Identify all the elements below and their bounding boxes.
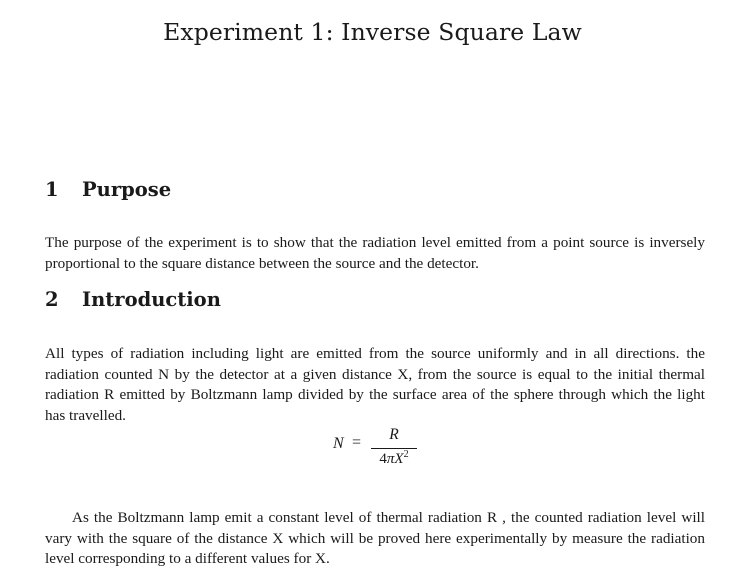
document-title: Experiment 1: Inverse Square Law	[163, 18, 582, 46]
inverse-square-equation	[0, 426, 745, 468]
introduction-paragraph: All types of radiation including light are emitted from the source uniformly and in all directions. the radiation counted N by the detector at a given distance X, from the source is equal to the initial thermal radiation R emitted by Boltzmann lamp divided by the surface area of the sphere through which the light has travelled.	[45, 345, 705, 424]
equation-lhs: N	[333, 435, 344, 452]
section-heading-introduction	[45, 288, 221, 311]
section-number: 2	[45, 288, 59, 311]
purpose-paragraph: The purpose of the experiment is to show that the radiation level emitted from a point source is inversely proportional to the square distance between the source and the detector.	[45, 234, 705, 272]
denominator-pi: π	[386, 451, 395, 467]
conclusion-paragraph: As the Boltzmann lamp emit a constant level of thermal radiation R , the counted radiation level will vary with the square of the distance X which will be proved here experimentally by measure the radiation level corresponding to a different values for X.	[45, 509, 705, 568]
equation-numerator: R	[389, 426, 399, 443]
denominator-coefficient: 4	[379, 451, 387, 467]
section-number: 1	[45, 178, 59, 201]
denominator-exponent: 2	[403, 449, 409, 460]
section-title: Purpose	[82, 178, 172, 201]
equation-equals: =	[352, 434, 362, 451]
denominator-variable: X	[394, 451, 404, 467]
section-heading-purpose	[45, 178, 171, 201]
section-title: Introduction	[82, 288, 221, 311]
equation-denominator	[371, 449, 417, 468]
